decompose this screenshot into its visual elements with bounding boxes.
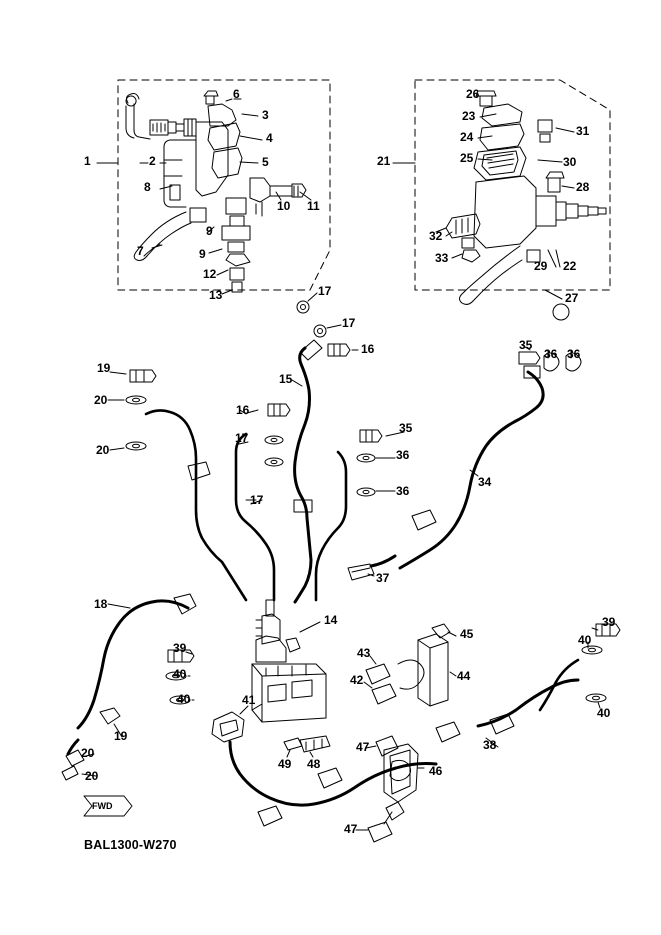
washer-36d: [357, 488, 375, 496]
leader-mid: [239, 410, 256, 500]
hose-mid-right: [316, 452, 346, 600]
bolt-47b: [368, 822, 392, 842]
callout-number: 48: [307, 757, 321, 771]
callout-number: 16: [361, 342, 375, 356]
leader-43: [370, 656, 376, 664]
leader-27: [545, 290, 562, 299]
callout-number: 47: [344, 822, 358, 836]
callout-number: 32: [429, 229, 443, 243]
callout-number: 36: [544, 347, 558, 361]
callout-number: 1: [84, 154, 91, 168]
leader-5: [240, 162, 258, 163]
washer-20a: [126, 396, 146, 404]
callout-number: 20: [85, 769, 99, 783]
hose-34: [400, 372, 543, 568]
callout-number: 40: [173, 667, 187, 681]
callout-number: 36: [396, 484, 410, 498]
part-code-label: BAL1300-W270: [84, 838, 177, 852]
leader-17b: [327, 325, 341, 328]
leader-31: [556, 128, 574, 132]
washer-40d: [586, 694, 606, 702]
callout-number: 33: [435, 251, 449, 265]
washer-40c: [582, 646, 602, 654]
leader-20b: [110, 448, 124, 450]
leader-45: [448, 632, 456, 636]
callout-number: 19: [97, 361, 111, 375]
callout-number: 2: [149, 154, 156, 168]
bolt-35a: [519, 352, 540, 364]
callout-number: 19: [114, 729, 128, 743]
leader-14: [300, 622, 320, 632]
fitting-43: [366, 664, 390, 684]
callout-number: 17: [235, 431, 249, 445]
callout-number: 9: [199, 247, 206, 261]
callout-number: 17: [250, 493, 264, 507]
washer-17b: [314, 325, 326, 337]
callout-number: 17: [342, 316, 356, 330]
leader-13: [222, 290, 232, 294]
washer-20b: [126, 442, 146, 450]
callout-number: 37: [376, 571, 390, 585]
bolt-47a: [376, 736, 398, 756]
fwd-label: FWD: [92, 801, 113, 811]
reservoir-tank: [212, 148, 242, 178]
callout-number: 11: [307, 199, 320, 213]
callout-number: 8: [144, 180, 151, 194]
callout-number: 40: [578, 633, 592, 647]
callout-number: 44: [457, 669, 471, 683]
leader-39b: [592, 628, 598, 630]
leader-44: [450, 672, 456, 676]
mc-l-lever-pivot-top: [127, 94, 139, 103]
leader-9b: [209, 249, 222, 253]
fitting-42: [372, 684, 396, 704]
washer-17c: [265, 436, 283, 444]
callout-number: 46: [429, 764, 443, 778]
leader-19a: [110, 372, 126, 374]
washer-17a: [297, 301, 309, 313]
leader-4: [240, 136, 262, 140]
callout-number: 12: [203, 267, 217, 281]
leader-49: [287, 750, 290, 757]
callout-number: 47: [356, 740, 370, 754]
leader-28: [562, 186, 574, 188]
callout-number: 3: [262, 108, 269, 122]
callout-number: 28: [576, 180, 590, 194]
bolt-35b: [360, 430, 382, 442]
leader-22-29: [548, 250, 560, 267]
callout-number: 20: [81, 746, 95, 760]
leader-17a: [308, 293, 317, 301]
callout-number: 40: [177, 692, 191, 706]
fitting-41: [212, 712, 244, 742]
callout-number: 43: [357, 646, 371, 660]
callout-number: 31: [576, 124, 590, 138]
brake-lever-right: [460, 246, 523, 304]
bolt-16b: [268, 404, 290, 416]
callout-number: 21: [377, 154, 391, 168]
hose-left-upper: [146, 410, 249, 600]
callout-number: 15: [279, 372, 293, 386]
hose-15: [295, 348, 311, 602]
callout-number: 18: [94, 597, 108, 611]
callout-number: 13: [209, 288, 223, 302]
leader-41: [240, 706, 248, 714]
callout-number: 35: [519, 338, 533, 352]
callout-number: 45: [460, 627, 474, 641]
callout-number: 34: [478, 475, 492, 489]
callout-number: 27: [565, 291, 579, 305]
callout-number: 38: [483, 738, 497, 752]
leader-3: [242, 114, 258, 116]
washer-36c: [357, 454, 375, 462]
callout-number: 30: [563, 155, 577, 169]
abs-module: [252, 664, 326, 722]
bolt-19a: [130, 370, 156, 382]
fitting-19b: [100, 708, 120, 724]
callout-number: 36: [396, 448, 410, 462]
callout-number: 35: [399, 421, 413, 435]
callout-number: 36: [567, 347, 581, 361]
callout-number: 22: [563, 259, 577, 273]
diaphragm: [208, 123, 240, 150]
callout-number: 20: [94, 393, 108, 407]
leader-15: [292, 380, 302, 386]
leader-25: [478, 159, 492, 160]
leader-33: [452, 254, 462, 258]
reservoir-tank-right: [474, 147, 526, 180]
washer-17d: [265, 458, 283, 466]
leader-18: [108, 604, 130, 608]
bracket-44: [418, 634, 448, 706]
callout-number: 20: [96, 443, 110, 457]
leader-12: [217, 270, 228, 275]
callout-number: 4: [266, 131, 273, 145]
callout-number: 24: [460, 130, 474, 144]
callout-number: 16: [236, 403, 250, 417]
callout-number: 26: [466, 87, 480, 101]
callout-number: 41: [242, 693, 256, 707]
leader-42: [364, 682, 372, 688]
hose-18: [78, 601, 191, 728]
clip-48: [300, 736, 330, 752]
callout-number: 5: [262, 155, 269, 169]
callout-number: 10: [277, 199, 291, 213]
callout-number: 9: [206, 224, 213, 238]
callout-number: 39: [602, 615, 616, 629]
callout-number: 6: [233, 87, 240, 101]
callout-number: 40: [597, 706, 611, 720]
callout-number: 29: [534, 259, 548, 273]
callout-number: 49: [278, 757, 292, 771]
callout-number: 23: [462, 109, 476, 123]
leader-30: [538, 160, 562, 162]
callout-number: 14: [324, 613, 338, 627]
callout-number: 17: [318, 284, 332, 298]
banjo-bolt-16: [328, 344, 350, 356]
callout-number: 25: [460, 151, 474, 165]
callout-number: 42: [350, 673, 364, 687]
callout-number: 7: [137, 244, 144, 258]
callout-number: 39: [173, 641, 187, 655]
